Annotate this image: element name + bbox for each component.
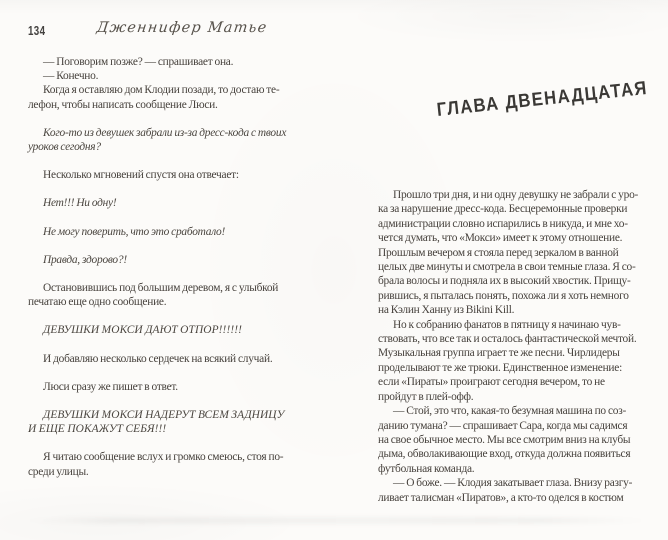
text-line: брала волосы и подняла их в высокий хвостик. Прищу- <box>378 275 631 288</box>
text-line: целых две минуты и смотрела в свои темные глаза. Я со- <box>378 261 636 274</box>
paragraph <box>378 318 650 404</box>
text-line: Но к собранию фанатов в пятницу я начинаю чув- <box>393 318 621 331</box>
paragraph <box>28 281 296 309</box>
text-line: ДЕВУШКИ МОКСИ НАДЕРУТ ВСЕМ ЗАДНИЦУ <box>43 409 285 422</box>
paragraph <box>378 404 650 476</box>
text-line: Остановившись под большим деревом, я с улыбкой <box>43 282 279 295</box>
text-line: И ЕЩЕ ПОКАЖУТ СЕБЯ!!! <box>28 423 167 436</box>
chapter-title: ГЛАВА ДВЕНАДЦАТАЯ <box>435 77 649 121</box>
text-line: — О боже. — Клодия закатывает глаза. Внизу разгу- <box>393 477 633 490</box>
text-line: на свое обычное место. Мы все смотрим вниз на клубы <box>378 433 631 446</box>
paragraph <box>378 188 650 318</box>
text-line: ка за нарушение дресс-кода. Бесцеремонные проверки <box>378 203 628 216</box>
text-message <box>28 225 296 239</box>
text-line: если «Пираты» проиграют сегодня вечером, то не <box>378 376 605 389</box>
paragraph <box>28 450 296 478</box>
running-header-author: Дженнифер Матье <box>95 20 269 36</box>
text-line: чется думать, что «Мокси» имеет к этому отношение. <box>378 232 623 245</box>
text-message <box>28 253 296 267</box>
text-line: ДЕВУШКИ МОКСИ ДАЮТ ОТПОР!!!!!! <box>43 324 243 337</box>
text-message <box>28 408 296 436</box>
text-line: Прошло три дня, и ни одну девушку не забрали с уро- <box>393 189 639 201</box>
text-line: Когда я оставляю дом Клодии позади, то достаю те- <box>43 84 280 97</box>
text-line: Прошлым вечером я стояла перед зеркалом в ванной <box>378 246 619 259</box>
paragraph <box>378 476 650 505</box>
text-line: лефон, чтобы написать сообщение Люси. <box>28 98 218 111</box>
text-line: Нет!!! Ни одну! <box>43 197 117 210</box>
text-message <box>28 323 296 337</box>
left-page-text <box>28 55 296 479</box>
text-line: Я читаю сообщение вслух и громко смеюсь, стоя по- <box>43 451 284 464</box>
text-line: пройдут в плей-офф. <box>378 390 474 403</box>
text-line: рившись, я пыталась понять, похожа ли я хоть немного <box>378 289 629 302</box>
text-line: ствовать, что все так и осталось фантастической мечтой. <box>378 333 637 346</box>
text-line: на Кэлин Ханну из Bikini Kill. <box>378 304 515 317</box>
paragraph <box>28 380 296 394</box>
text-line: данию тумана? — спрашивает Сара, когда мы садимся <box>378 419 628 432</box>
text-message <box>28 126 296 154</box>
text-line: футбольная команда. <box>378 462 475 475</box>
text-line: ливает талисман «Пиратов», а кто-то оделся в костюм <box>378 491 624 504</box>
text-line: Не могу поверить, что это сработало! <box>43 225 226 238</box>
text-line: — Стой, это что, какая-то безумная машина по соз- <box>393 405 627 418</box>
paragraph <box>28 168 296 182</box>
paragraph <box>28 352 296 366</box>
text-line: — Поговорим позже? — спрашивает она. <box>43 56 234 68</box>
text-line: печатаю еще одно сообщение. <box>28 296 167 309</box>
paragraph <box>28 83 296 111</box>
text-line: Кого-то из девушек забрали из-за дресс-кода с твоих <box>43 126 287 139</box>
text-line: Музыкальная группа играет те же песни. Чирлидеры <box>378 347 620 360</box>
text-line: уроков сегодня? <box>28 141 101 154</box>
page-number: 134 <box>28 24 46 38</box>
text-line: среди улицы. <box>28 465 89 478</box>
text-line: Люси сразу же пишет в ответ. <box>43 380 178 393</box>
text-line: И добавляю несколько сердечек на всякий случай. <box>43 352 273 365</box>
scan-shadow <box>18 517 654 524</box>
text-line: проделывают те же трюки. Единственное изменение: <box>378 361 623 374</box>
text-line: администрации словно испарились в никуда, и мне хо- <box>378 217 628 230</box>
text-line: — Конечно. <box>43 70 99 83</box>
text-message <box>28 196 296 210</box>
right-page-text <box>378 188 650 505</box>
text-line: Правда, здорово?! <box>43 253 127 266</box>
paragraph <box>28 69 296 83</box>
text-line: Несколько мгновений спустя она отвечает: <box>43 169 239 182</box>
paragraph <box>28 55 296 69</box>
right-page <box>334 0 668 540</box>
text-line: дыма, обволакивающие вход, откуда должна появиться <box>378 448 631 461</box>
